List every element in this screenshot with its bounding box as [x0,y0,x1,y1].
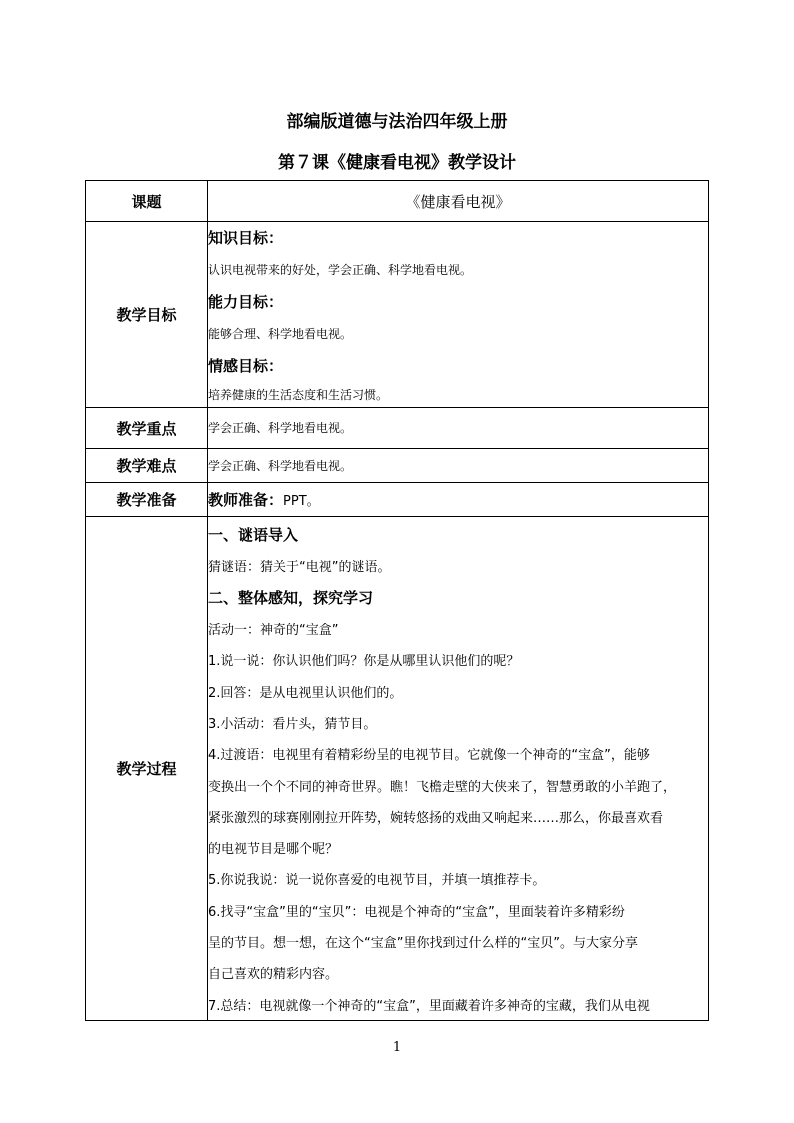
process-line: 6.找寻“宝盒”里的“宝贝”：电视是个神奇的“宝盒”，里面装着许多精彩纷 [208,904,625,920]
table-row [86,483,709,517]
process-line: 变换出一个个不同的神奇世界。瞧！飞檐走壁的大侠来了，智慧勇敢的小羊跑了， [208,779,677,795]
process-line: 猜谜语：猜关于“电视”的谜语。 [208,560,391,576]
page-number: 1 [392,1040,402,1055]
process-line: 的电视节目是哪个呢？ [208,842,339,858]
goals-label: 教学目标 [86,222,208,408]
ability-goal-heading: 能力目标： [208,293,284,311]
key-point-label: 教学重点 [86,408,208,449]
process-line: 7.总结：电视就像一个神奇的“宝盒”，里面藏着许多神奇的宝藏，我们从电视 [208,998,650,1014]
topic-label: 课题 [86,181,208,222]
teacher-prep-text: PPT。 [283,494,320,509]
process-line: 紧张激烈的球赛刚刚拉开阵势，婉转悠扬的戏曲又响起来……那么，你最喜欢看 [208,810,664,826]
goals-content [208,222,709,408]
table-row [86,181,709,222]
process-line: 3.小活动：看片头，猜节目。 [208,716,377,732]
key-point-text: 学会正确、科学地看电视。 [208,421,353,435]
document-subtitle: 第７课《健康看电视》教学设计 [278,153,516,173]
preparation-label: 教学准备 [86,483,208,517]
table-row [86,408,709,449]
difficulty-text: 学会正确、科学地看电视。 [208,458,353,473]
knowledge-goal-text: 认识电视带来的好处，学会正确、科学地看电视。 [208,263,473,277]
process-section-heading: 二、整体感知，探究学习 [208,588,374,607]
lesson-plan-table [85,180,709,1021]
process-section-heading: 一、谜语导入 [208,526,299,545]
process-line: 4.过渡语：电视里有着精彩纷呈的电视节目。它就像一个神奇的“宝盒”，能够 [208,748,650,764]
teacher-prep-heading: 教师准备： [208,491,284,509]
ability-goal-text: 能够合理、科学地看电视。 [208,327,353,341]
process-line: 自己喜欢的精彩内容。 [208,967,339,983]
process-label: 教学过程 [86,517,208,1021]
table-row [86,222,709,408]
document-title: 部编版道德与法治四年级上册 [286,112,508,132]
process-line: 2.回答：是从电视里认识他们的。 [208,685,403,701]
process-line: 5.你说我说：说一说你喜爱的电视节目，并填一填推荐卡。 [208,873,546,889]
process-line: 呈的节目。想一想，在这个“宝盒”里你找到过什么样的“宝贝”。与大家分享 [208,936,638,951]
topic-value: 《健康看电视》 [208,181,709,222]
process-line: 活动一：神奇的“宝盒” [208,623,339,639]
emotion-goal-heading: 情感目标： [208,357,284,375]
process-content [208,517,709,1021]
process-line: 1.说一说：你认识他们吗？你是从哪里认识他们的呢？ [208,654,520,670]
table-row [86,449,709,483]
knowledge-goal-heading: 知识目标： [208,229,284,247]
difficulty-label: 教学难点 [86,449,208,483]
emotion-goal-text: 培养健康的生活态度和生活习惯。 [208,387,389,402]
table-row [86,517,709,1021]
